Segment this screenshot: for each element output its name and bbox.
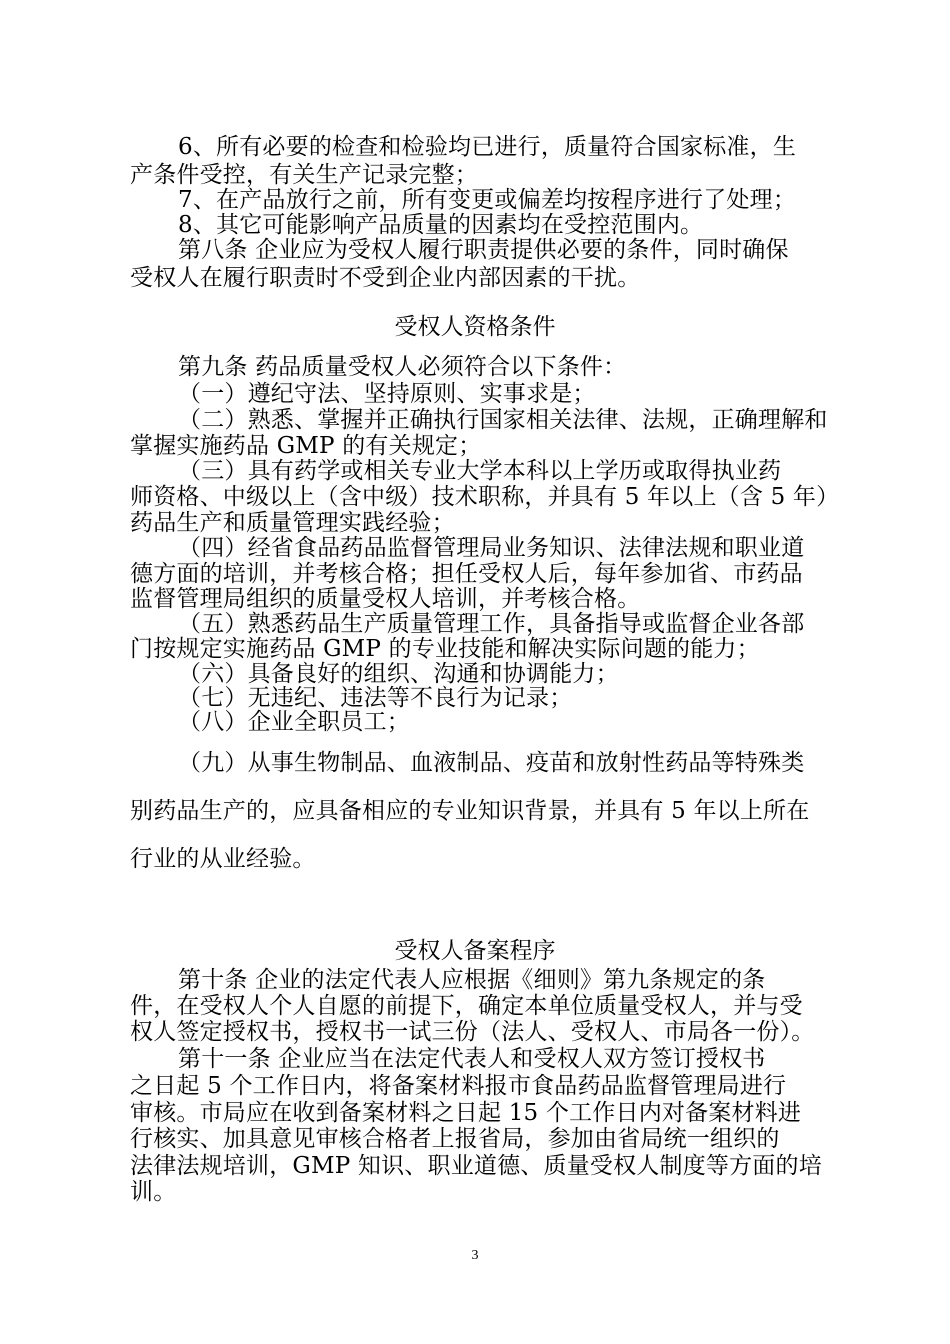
text-line: 德方面的培训，并考核合格；担任受权人后，每年参加省、市药品 [130, 561, 803, 587]
text-line: （四）经省食品药品监督管理局业务知识、法律法规和职业道 [178, 535, 805, 561]
text-line: （二）熟悉、掌握并正确执行国家相关法律、法规，正确理解和 [178, 407, 828, 433]
text-line: （六）具备良好的组织、沟通和协调能力； [178, 661, 619, 687]
text-line: （九）从事生物制品、血液制品、疫苗和放射性药品等特殊类 [178, 750, 805, 776]
text-line: 第十一条 企业应当在法定代表人和受权人双方签订授权书 [178, 1046, 766, 1072]
text-line: （七）无违纪、违法等不良行为记录； [178, 685, 573, 711]
text-line: 第九条 药品质量受权人必须符合以下条件： [178, 354, 627, 380]
text-line: （五）熟悉药品生产质量管理工作，具备指导或监督企业各部 [178, 611, 805, 637]
text-line: 监督管理局组织的质量受权人培训，并考核合格。 [130, 586, 641, 612]
text-line: 药品生产和质量管理实践经验； [130, 510, 455, 536]
text-line: 件，在受权人个人自愿的前提下，确定本单位质量受权人，并与受 [130, 993, 803, 1019]
text-line: 第十条 企业的法定代表人应根据《细则》第九条规定的条 [178, 967, 766, 993]
text-line: 8、其它可能影响产品质量的因素均在受控范围内。 [178, 212, 704, 238]
text-line: （八）企业全职员工； [178, 709, 410, 735]
text-line: （一）遵纪守法、坚持原则、实事求是； [178, 381, 596, 407]
section-heading: 受权人资格条件 [394, 314, 556, 340]
text-line: 师资格、中级以上（含中级）技术职称，并具有 5 年以上（含 5 年） [130, 484, 840, 510]
text-line: 第八条 企业应为受权人履行职责提供必要的条件，同时确保 [178, 237, 789, 263]
text-line: 6、所有必要的检查和检验均已进行，质量符合国家标准，生 [178, 134, 797, 160]
text-line: 审核。市局应在收到备案材料之日起 15 个工作日内对备案材料进 [130, 1100, 802, 1126]
text-line: 行业的从业经验。 [130, 846, 316, 872]
text-line: 门按规定实施药品 GMP 的专业技能和解决实际问题的能力； [130, 636, 760, 662]
text-line: 法律法规培训，GMP 知识、职业道德、质量受权人制度等方面的培 [130, 1153, 822, 1179]
text-line: 产条件受控，有关生产记录完整； [130, 162, 478, 188]
text-line: 行核实、加具意见审核合格者上报省局，参加由省局统一组织的 [130, 1126, 780, 1152]
text-line: 别药品生产的，应具备相应的专业知识背景，并具有 5 年以上所在 [130, 798, 810, 824]
text-line: 掌握实施药品 GMP 的有关规定； [130, 433, 482, 459]
text-line: （三）具有药学或相关专业大学本科以上学历或取得执业药 [178, 458, 782, 484]
section-heading: 受权人备案程序 [394, 938, 556, 964]
text-line: 7、在产品放行之前，所有变更或偏差均按程序进行了处理； [178, 187, 797, 213]
text-line: 权人签定授权书，授权书一试三份（法人、受权人、市局各一份）。 [130, 1019, 815, 1045]
text-line: 受权人在履行职责时不受到企业内部因素的干扰。 [130, 265, 641, 291]
text-line: 训。 [130, 1179, 177, 1205]
text-line: 之日起 5 个工作日内，将备案材料报市食品药品监督管理局进行 [130, 1073, 787, 1099]
page-number: 3 [471, 1248, 479, 1263]
